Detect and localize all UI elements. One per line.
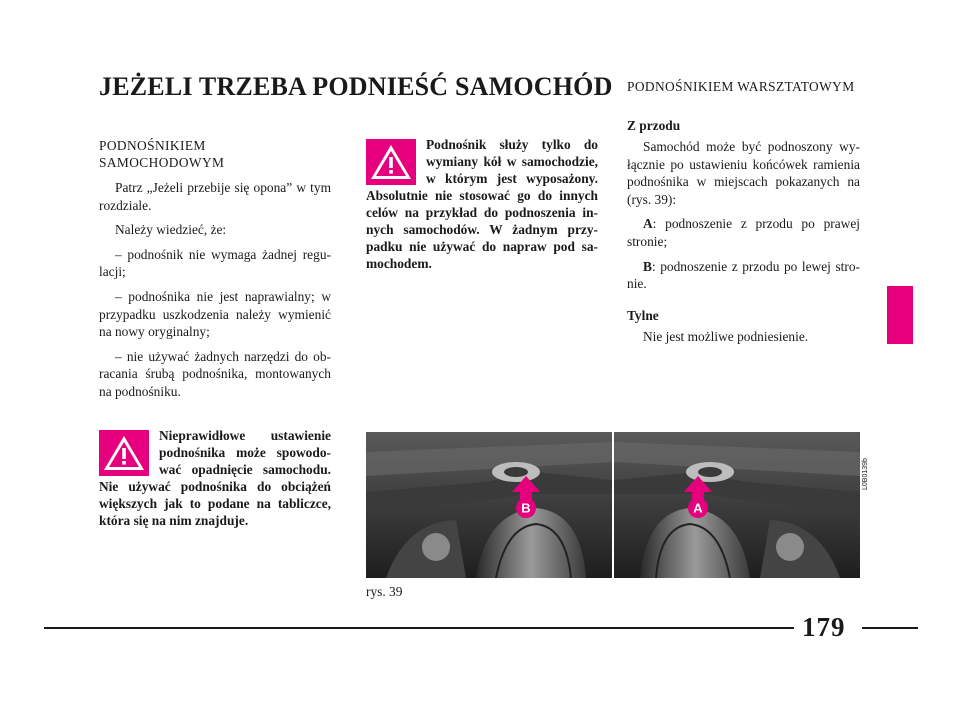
figure-label-a: A xyxy=(693,500,703,516)
warning-text: Nieprawidłowe ustawienie podnośnika może spowodować opadnięcie samochodu. Nie używać podnośnika do obciążeń większych jak to podane na tabliczce, która się na nim znajduje. xyxy=(99,428,331,528)
list-item: – podnośnika nie jest naprawialny; w przypadku uszkodzenia należy wymienić na nowy oryginalny; xyxy=(99,288,331,340)
chapter-thumb-tab xyxy=(887,286,913,344)
point-text-b: : podnoszenie z przodu po lewej stronie. xyxy=(627,258,860,292)
left-column xyxy=(99,137,331,401)
footer-rule-left xyxy=(44,627,794,629)
paragraph: Samochód może być podnoszony wyłącznie po ustawieniu końcówek ramienia podnośnika w miejscach pokazanych na (rys. 39): xyxy=(627,139,860,207)
paragraph: Patrz „Jeżeli przebije się opona” w tym rozdziale. xyxy=(99,180,331,213)
warning-triangle-icon xyxy=(366,139,416,185)
warning-text: Podnośnik służy tylko do wymiany kół w samochodzie, w którym jest wyposażony. Absolutnie nie stosować go do innych celów na przykład do podnoszenia innych samochodów. W żadnym przypadku nie używać do napraw pod samochodem. xyxy=(366,137,598,271)
list-item-b xyxy=(627,258,860,293)
point-label-a: A xyxy=(643,216,653,232)
figure-label-b: B xyxy=(521,500,531,516)
right-column xyxy=(627,78,860,345)
warning-box-jack-placement xyxy=(99,427,331,529)
subheading-rear: Tylne xyxy=(627,307,659,323)
section-heading-car-jack: PODNOŚNIKIEM SAMOCHODOWYM xyxy=(99,138,225,170)
paragraph: Nie jest możliwe podniesienie. xyxy=(643,328,809,344)
paragraph: Należy wiedzieć, że: xyxy=(115,222,227,238)
figure-caption: rys. 39 xyxy=(366,584,403,599)
point-text-a: : podnoszenie z przodu po prawej stronie; xyxy=(627,216,860,249)
figure-code xyxy=(858,432,870,492)
svg-text:L0B0139b: L0B0139b xyxy=(862,458,869,490)
section-heading-workshop-lift: PODNOŚNIKIEM WARSZTATOWYM xyxy=(627,79,855,94)
point-label-b: B xyxy=(643,258,652,274)
warning-triangle-icon xyxy=(99,430,149,476)
list-item: – podnośnik nie wymaga żadnej regulacji; xyxy=(99,246,331,280)
page-number: 179 xyxy=(802,612,846,642)
figure-lifting-points xyxy=(366,432,860,578)
lifting-points-illustration xyxy=(366,432,860,578)
list-item: – nie używać żadnych narzędzi do obracania śrubą podnośnika, montowanych na podnośniku. xyxy=(99,348,331,399)
page-title: JEŻELI TRZEBA PODNIEŚĆ SAMOCHÓD xyxy=(99,72,613,101)
warning-box-jack-use xyxy=(366,136,598,272)
footer-rule-right xyxy=(862,627,918,629)
subheading-front: Z przodu xyxy=(627,118,681,133)
list-item-a xyxy=(627,215,860,250)
